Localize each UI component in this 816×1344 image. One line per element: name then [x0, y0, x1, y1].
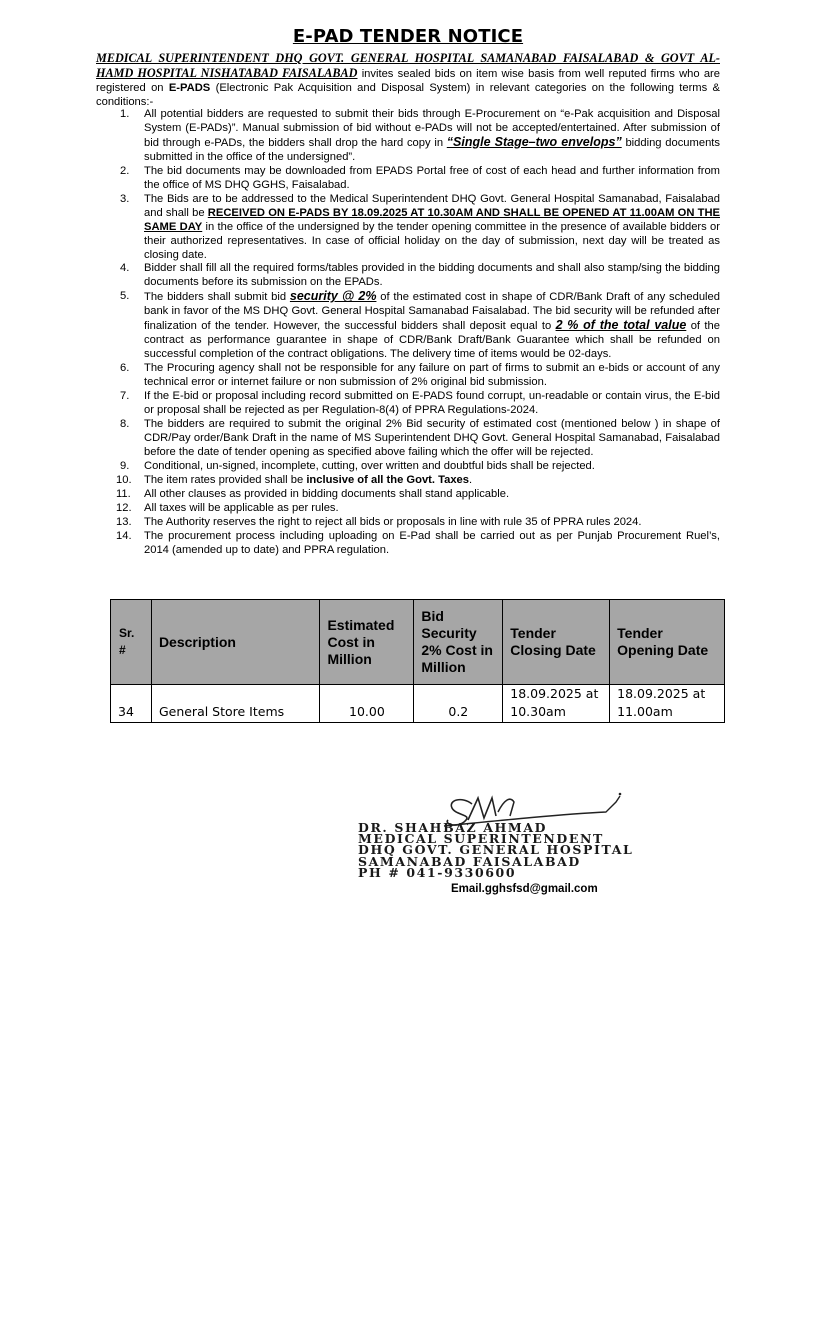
term-item — [96, 165, 720, 193]
term-text: Conditional, un-signed, incomplete, cutting, over written and doubtful bids shall be rejected. — [144, 459, 595, 472]
cell-description: General Store Items — [151, 685, 320, 723]
table-row — [111, 685, 725, 723]
intro-paragraph — [96, 51, 720, 109]
term-number: 3. — [120, 192, 130, 205]
column-header-closing-date: Tender Closing Date — [503, 600, 610, 685]
term-item — [96, 474, 720, 488]
term-text: . — [469, 473, 473, 486]
column-header-opening-date: Tender Opening Date — [610, 600, 725, 685]
term-text: in the office of the undersigned by the tender opening committee in the presence of available bidders or their authorized representatives. In case of official holiday on the day of submission, next day will be treated as closing date. — [144, 220, 720, 261]
column-header-estimated-cost: Estimated Cost in Million — [320, 600, 414, 685]
tender-table — [110, 599, 725, 723]
term-text: of the contract as performance guarantee in shape of CDR/Bank Draft/Bank Guarantee which shall be refunded on successful completion of the contract obligations. The delivery time of items would be 02-days. — [144, 320, 720, 361]
stamp-line-location: SAMANABAD FAISALABAD — [358, 853, 581, 869]
term-item — [96, 516, 720, 530]
term-text: The bid documents may be downloaded from EPADS Portal free of cost of each head and further information from the office of MS DHQ GGHS, Faisalabad. — [144, 164, 720, 191]
term-text: of the estimated cost in shape of CDR/Bank Draft of any scheduled bank in favor of the MS DHQ Govt. General Hospital Samanabad Faisalabad. The bid security will be refunded after finalization of the tender. However, the successful bidders shall deposit equal to — [144, 291, 720, 333]
term-number: 11. — [116, 487, 131, 500]
term-item — [96, 418, 720, 460]
term-text: The bidders are required to submit the original 2% Bid security of estimated cost (mentioned below ) in shape of CDR/Pay order/Bank Draft in the name of MS Superintendent DHQ Govt. General Hospital Samanabad, Faisalabad before the date of tender opening as specified above failing which the offer will be rejected. — [144, 417, 720, 458]
term-text: If the E-bid or proposal including record submitted on E-PADS found corrupt, un-readable or contain virus, the E-bid or proposal shall be rejected as per Regulation-8(4) of PPRA Regulations-2024. — [144, 390, 720, 417]
column-header-bid-security: Bid Security 2% Cost in Million — [414, 600, 503, 685]
term-number: 10. — [116, 473, 132, 486]
term-number: 4. — [120, 262, 130, 275]
intro-text-2: (Electronic Pak Acquisition and Disposal System) in relevant categories on the following terms & conditions:- — [96, 82, 720, 109]
term-text: The Bids are to be addressed to the Medical Superintendent DHQ Govt. General Hospital Samanabad, Faisalabad and shall be — [144, 192, 720, 219]
term-number: 1. — [120, 108, 130, 120]
term-item — [96, 488, 720, 502]
term-number: 13. — [116, 515, 132, 528]
cell-sr: 34 — [111, 685, 152, 723]
term-text: All taxes will be applicable as per rules. — [144, 501, 339, 514]
cell-opening-date: 18.09.2025 at 11.00am — [610, 685, 725, 723]
cell-estimated-cost: 10.00 — [320, 685, 414, 723]
term-text: All other clauses as provided in bidding documents shall stand applicable. — [144, 487, 510, 500]
term-number: 12. — [116, 501, 132, 514]
term-item — [96, 502, 720, 516]
term-text: The procurement process including uploading on E-Pad shall be carried out as per Punjab Procurement Ruel’s, 2014 (amended up to date) and PPRA regulation. — [144, 529, 720, 556]
term-item — [96, 390, 720, 418]
term-number: 6. — [120, 362, 130, 375]
term-number: 5. — [120, 290, 130, 303]
term-number: 8. — [120, 417, 130, 430]
term-emphasis: RECEIVED ON E-PADS BY 18.09.2025 AT 10.30AM AND SHALL BE OPENED AT 11.00AM ON THE SAME DAY — [144, 206, 720, 233]
page-title: E-PAD TENDER NOTICE — [292, 26, 524, 47]
column-header-description: Description — [151, 600, 320, 685]
term-text: All potential bidders are requested to submit their bids through E-Procurement on “e-Pak acquisition and Disposal System (E-PADs)”. Manual submission of bid without e-PADs will not be accepted/entertained. After submission of bid through e-PADs, the bidders shall drop the hard copy in — [144, 108, 720, 149]
stamp-line-phone: PH # 041-9330600 — [358, 864, 517, 880]
term-item — [96, 460, 720, 474]
column-header-sr: Sr. # — [111, 600, 152, 685]
term-text: bidding documents submitted in the office of the undersigned”. — [144, 136, 720, 163]
term-number: 9. — [120, 459, 130, 472]
term-emphasis: security @ 2% — [289, 289, 377, 304]
terms-list — [96, 108, 720, 558]
term-emphasis: “Single Stage–two envelops” — [446, 134, 622, 149]
term-text: The bidders shall submit bid — [144, 291, 290, 304]
term-number: 2. — [120, 164, 130, 177]
stamp-line-name: DR. SHAHBAZ AHMAD — [358, 820, 548, 835]
stamp-line-hospital: DHQ GOVT. GENERAL HOSPITAL — [358, 842, 634, 858]
term-text: The Authority reserves the right to reject all bids or proposals in line with rule 35 of PPRA rules 2024. — [144, 515, 642, 528]
term-emphasis: inclusive of all the Govt. Taxes — [306, 473, 469, 486]
term-number: 7. — [120, 390, 130, 403]
term-item — [96, 290, 720, 362]
term-text: The item rates provided shall be — [144, 473, 307, 486]
term-text: The Procuring agency shall not be responsible for any failure on part of firms to submit an e-bids or account of any technical error or internet failure or non submission of 2% original bid submission. — [144, 362, 720, 389]
term-item — [96, 362, 720, 390]
stamp-line-designation: MEDICAL SUPERINTENDENT — [358, 831, 604, 847]
term-emphasis: 2 % of the total value — [555, 318, 687, 333]
contact-email: Email.gghsfsd@gmail.com — [451, 883, 598, 895]
cell-closing-date: 18.09.2025 at 10.30am — [503, 685, 610, 723]
term-item — [96, 108, 720, 165]
cell-bid-security: 0.2 — [414, 685, 503, 723]
term-item — [96, 193, 720, 263]
table-header-row — [111, 600, 725, 685]
issuing-organization: MEDICAL SUPERINTENDENT DHQ GOVT. GENERAL HOSPITAL SAMANABAD FAISALABAD & GOVT AL-HAMD HOSPITAL NISHATABAD FAISALABAD — [96, 51, 720, 81]
term-item — [96, 262, 720, 290]
intro-text-1: invites sealed bids on item wise basis from well reputed firms who are registered on — [96, 68, 721, 95]
intro-epads: E-PADS — [168, 82, 211, 95]
term-text: Bidder shall fill all the required forms/tables provided in the bidding documents and shall also stamp/sing the bidding documents before its submission on the EPADs. — [144, 262, 720, 289]
term-number: 14. — [116, 529, 132, 542]
term-item — [96, 530, 720, 558]
official-stamp — [358, 822, 633, 878]
